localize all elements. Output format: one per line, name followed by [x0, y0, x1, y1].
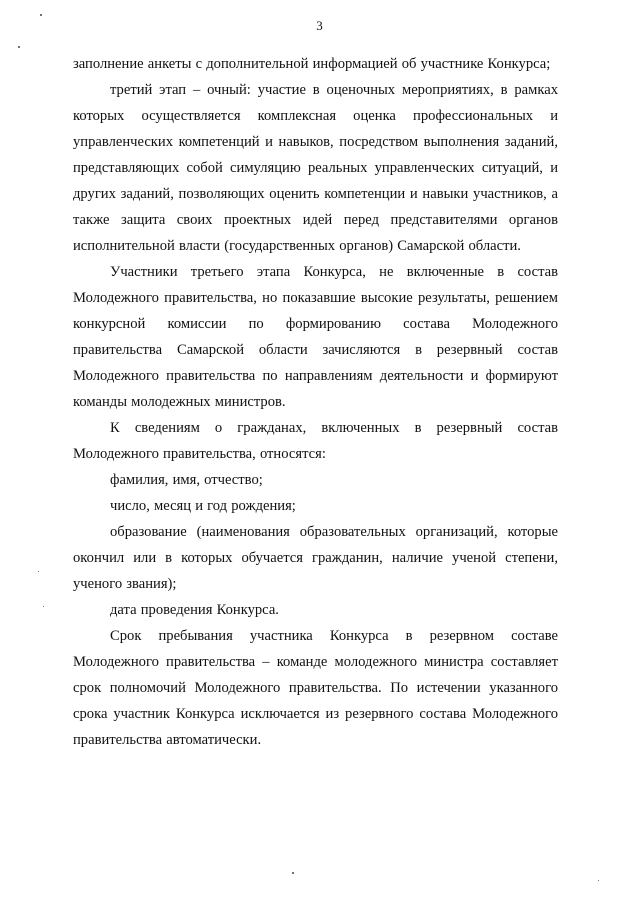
page-number: 3 [316, 18, 323, 33]
scan-speck [292, 872, 294, 874]
paragraph-questionnaire: заполнение анкеты с дополнительной информацией об участнике Конкурса; [73, 56, 551, 72]
paragraph-reserve-participants: Участники третьего этапа Конкурса, не включенные в состав Молодежного правительства, но показавшие высокие результаты, решением конкурсной комиссии по формированию состава Молодежного правительства Самарской области зачисляются в резервный состав Молодежного правительства по направлениям деятельности и формируют команды молодежных министров. [73, 264, 558, 410]
document-body [73, 51, 558, 753]
list-item-education: образование (наименования образовательных организаций, которые окончил или в которых обучается гражданин, наличие ученой степени, ученого звания); [73, 524, 558, 592]
scan-speck [40, 14, 42, 16]
list-item-birth-date: число, месяц и год рождения; [110, 498, 296, 514]
scan-speck [18, 46, 20, 48]
scan-speck [43, 606, 44, 607]
list-item-contest-date: дата проведения Конкурса. [110, 602, 279, 618]
list-item-full-name: фамилия, имя, отчество; [110, 472, 263, 488]
scan-speck [598, 880, 599, 881]
paragraph-reserve-term: Срок пребывания участника Конкурса в резервном составе Молодежного правительства – команде молодежного министра составляет срок полномочий Молодежного правительства. По истечении указанного срока участник Конкурса исключается из резервного состава Молодежного правительства автоматически. [73, 628, 558, 748]
paragraph-information-intro: К сведениям о гражданах, включенных в резервный состав Молодежного правительства, относятся: [73, 420, 558, 462]
paragraph-third-stage: третий этап – очный: участие в оценочных мероприятиях, в рамках которых осуществляется комплексная оценка профессиональных и управленческих компетенций и навыков, посредством выполнения заданий, представляющих собой симуляцию реальных управленческих ситуаций, и других заданий, позволяющих оценить компетенции и навыки участников, а также защита своих проектных идей перед представителями органов исполнительной власти (государственных органов) Самарской области. [73, 82, 558, 254]
scan-speck [38, 571, 39, 572]
